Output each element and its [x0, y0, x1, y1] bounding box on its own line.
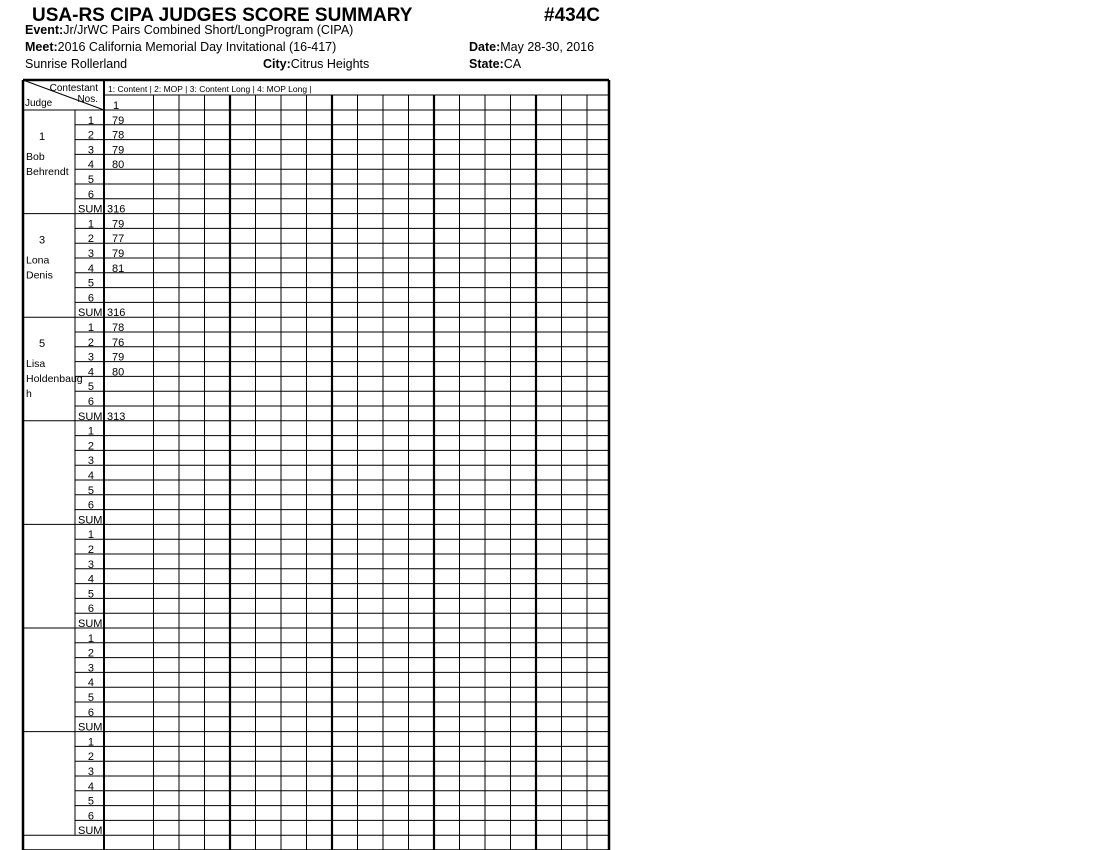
score-row-number: 1 — [87, 114, 94, 127]
score-row-number: 4 — [87, 573, 94, 586]
score-row-number: 4 — [87, 780, 94, 793]
judge-name: Bob — [26, 151, 45, 163]
score-row-number: 1 — [87, 736, 94, 749]
score-row-number: 2 — [87, 336, 94, 349]
contestant-number: 1 — [112, 100, 120, 112]
score-row-number: 5 — [87, 692, 94, 704]
sum-label: SUM — [78, 825, 103, 838]
corner-judge-label: Judge — [25, 98, 53, 109]
judge-number: 1 — [38, 131, 46, 143]
score-value: 81 — [112, 262, 125, 275]
score-row-number: 3 — [87, 248, 94, 260]
score-row-number: 1 — [87, 632, 94, 645]
score-row-number: 6 — [87, 188, 94, 201]
score-row-number: 3 — [87, 144, 94, 157]
score-value: 78 — [112, 129, 125, 142]
sum-label: SUM — [78, 410, 103, 423]
score-row-number: 6 — [87, 706, 94, 719]
report-title: USA-RS CIPA JUDGES SCORE SUMMARY — [32, 5, 413, 26]
score-row-number: 2 — [87, 440, 94, 453]
score-value: 76 — [112, 336, 125, 349]
judge-sum-value: 316 — [107, 307, 126, 320]
sum-label: SUM — [78, 203, 103, 216]
event-label: Event: — [25, 23, 64, 37]
judge-name: Lisa — [26, 358, 46, 371]
judge-name: Behrendt — [26, 166, 69, 178]
score-row-number: 4 — [87, 366, 94, 379]
score-row-number: 2 — [87, 233, 94, 246]
score-row-number: 6 — [87, 292, 94, 305]
score-row-number: 3 — [87, 558, 94, 571]
judge-sum-value: 313 — [107, 410, 126, 423]
score-row-number: 3 — [87, 766, 94, 778]
score-row-number: 3 — [87, 351, 94, 364]
meet-label: Meet: — [25, 40, 58, 54]
score-value: 79 — [112, 351, 125, 364]
corner-contestant-label: Contestant — [49, 83, 98, 94]
meet-value: 2016 California Memorial Day Invitational (16-417) — [57, 40, 337, 54]
score-row-number: 3 — [87, 455, 94, 468]
score-row-number: 2 — [87, 129, 94, 142]
score-row-number: 1 — [87, 529, 94, 542]
score-row-number: 1 — [87, 322, 94, 334]
sum-label: SUM — [78, 721, 103, 734]
score-row-number: 2 — [87, 647, 94, 660]
score-row-number: 6 — [87, 603, 94, 616]
score-value: 79 — [112, 248, 125, 260]
score-row-number: 6 — [87, 499, 94, 512]
city-label: City: — [263, 57, 291, 71]
state-label: State: — [469, 57, 504, 71]
score-value: 79 — [112, 144, 125, 157]
sum-label: SUM — [78, 307, 103, 320]
score-row-number: 5 — [87, 795, 94, 808]
score-row-number: 3 — [87, 662, 94, 675]
judge-name: Holdenbaug — [26, 373, 83, 386]
judge-name: Denis — [26, 269, 53, 282]
score-row-number: 5 — [87, 484, 94, 497]
sum-label: SUM — [78, 514, 103, 527]
score-value: 77 — [112, 233, 125, 246]
score-row-number: 5 — [87, 277, 94, 290]
score-row-number: 2 — [87, 751, 94, 764]
corner-nos-label: Nos. — [77, 94, 98, 105]
score-value: 80 — [112, 159, 125, 172]
state-value: CA — [503, 57, 522, 71]
score-value: 78 — [112, 322, 125, 334]
score-row-number: 6 — [87, 810, 94, 823]
judge-number: 5 — [38, 338, 46, 351]
judge-sum-value: 316 — [107, 203, 126, 216]
score-row-number: 5 — [87, 381, 94, 394]
date-value: May 28-30, 2016 — [500, 40, 595, 54]
city-value: Citrus Heights — [290, 57, 370, 71]
score-row-number: 4 — [87, 677, 94, 690]
event-value: Jr/JrWC Pairs Combined Short/LongProgram (CIPA) — [63, 23, 354, 37]
score-row-number: 6 — [87, 396, 94, 408]
judge-name: Lona — [26, 254, 50, 267]
score-row-number: 1 — [87, 425, 94, 438]
document-number: #434C — [544, 5, 600, 26]
score-value: 80 — [112, 366, 125, 379]
judge-number: 3 — [38, 234, 46, 247]
venue-name: Sunrise Rollerland — [25, 57, 128, 71]
score-row-number: 1 — [87, 218, 94, 231]
score-value: 79 — [112, 114, 125, 127]
score-row-number: 5 — [87, 588, 94, 601]
score-row-number: 4 — [87, 262, 94, 275]
score-row-number: 5 — [87, 174, 94, 186]
column-legend: 1: Content | 2: MOP | 3: Content Long | 4: MOP Long | — [108, 84, 312, 94]
sum-label: SUM — [78, 618, 103, 630]
judge-name: h — [26, 388, 32, 401]
date-label: Date: — [469, 40, 501, 54]
score-row-number: 2 — [87, 544, 94, 556]
score-row-number: 4 — [87, 159, 94, 172]
score-value: 79 — [112, 218, 125, 231]
score-row-number: 4 — [87, 470, 94, 482]
